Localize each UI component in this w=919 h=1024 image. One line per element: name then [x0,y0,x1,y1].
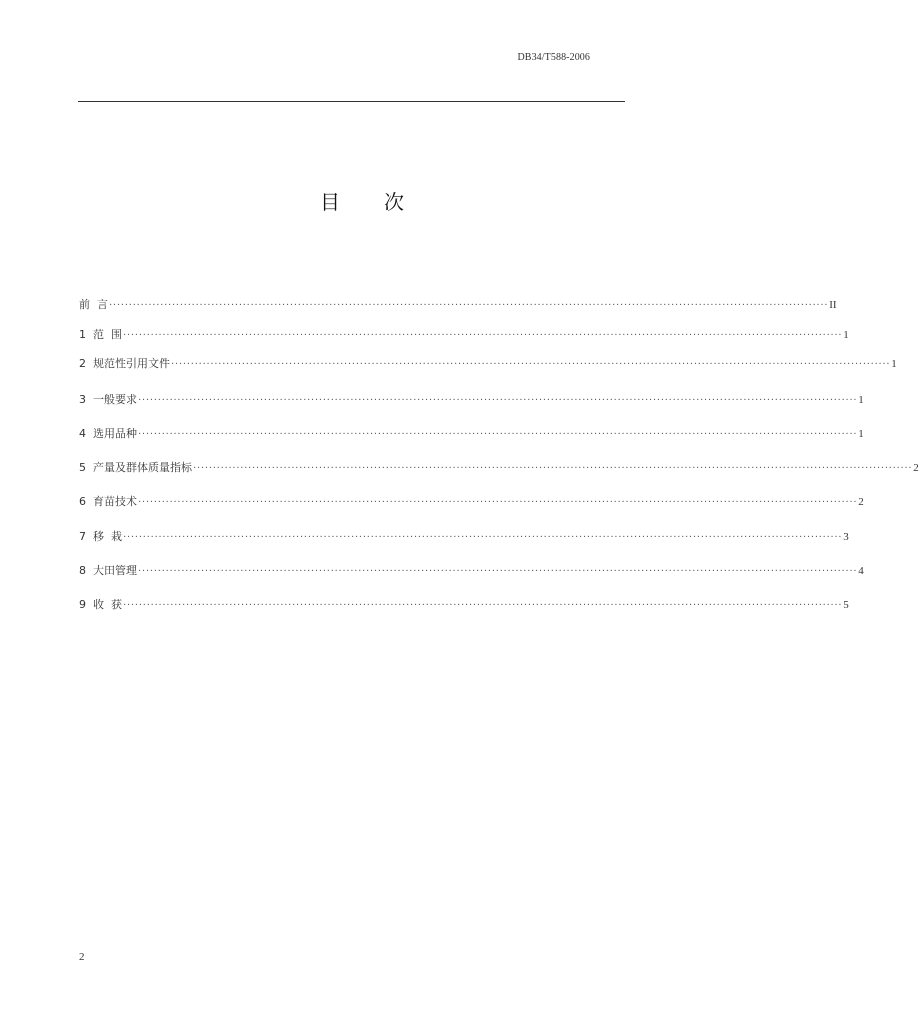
header-divider [78,101,625,102]
toc-entry-yield-indicators[interactable] [79,460,919,476]
toc-leader-dots: ······················································································································································································· [123,330,843,341]
toc-entry-page: 4 [858,565,864,577]
page-title [0,186,724,215]
toc-leader-dots: ······················································································································································································· [138,497,858,508]
toc-entry-normative-references[interactable] [79,356,897,372]
toc-entry-label: 8 大田管理 [79,564,137,577]
toc-entry-page: 2 [913,462,919,474]
toc-entry-transplanting[interactable] [79,529,849,545]
toc-entry-page: 5 [843,599,849,611]
toc-entry-page: II [829,299,837,311]
toc-entry-label: 3 一般要求 [79,393,137,406]
toc-entry-label: 2 规范性引用文件 [79,357,170,370]
toc-leader-dots: ······················································································································································································· [123,600,843,611]
toc-entry-label: 7 移 栽 [79,530,122,543]
toc-entry-label: 5 产量及群体质量指标 [79,461,192,474]
toc-entry-general-requirements[interactable] [79,392,864,408]
toc-leader-dots: ······················································································································································································· [138,429,858,440]
title-char-2: 次 [384,190,404,214]
toc-entry-page: 1 [891,358,897,370]
toc-entry-label: 1 范 围 [79,328,122,341]
document-code: DB34/T588-2006 [517,52,590,63]
toc-leader-dots: ······················································································································································································· [138,566,858,577]
toc-entry-variety-selection[interactable] [79,426,864,442]
toc-entry-seedling-techniques[interactable] [79,494,864,510]
toc-leader-dots: ······················································································································································································· [109,300,829,311]
toc-leader-dots: ······················································································································································································· [193,463,913,474]
toc-entry-page: 1 [858,428,864,440]
toc-entry-page: 1 [858,394,864,406]
toc-leader-dots: ······················································································································································································· [123,532,843,543]
toc-leader-dots: ······················································································································································································· [138,395,858,406]
toc-entry-label: 4 选用品种 [79,427,137,440]
toc-entry-harvest[interactable] [79,597,849,613]
toc-entry-page: 2 [858,496,864,508]
toc-leader-dots: ······················································································································································································· [171,359,891,370]
page-number: 2 [79,951,85,963]
toc-entry-scope[interactable] [79,327,849,343]
toc-entry-field-management[interactable] [79,563,864,579]
toc-entry-label: 6 育苗技术 [79,495,137,508]
toc-entry-foreword[interactable] [79,297,837,313]
toc-entry-page: 3 [843,531,849,543]
title-char-1: 目 [320,190,340,214]
toc-entry-label: 9 收 获 [79,598,122,611]
toc-entry-label: 前 言 [79,298,108,311]
toc-entry-page: 1 [843,329,849,341]
